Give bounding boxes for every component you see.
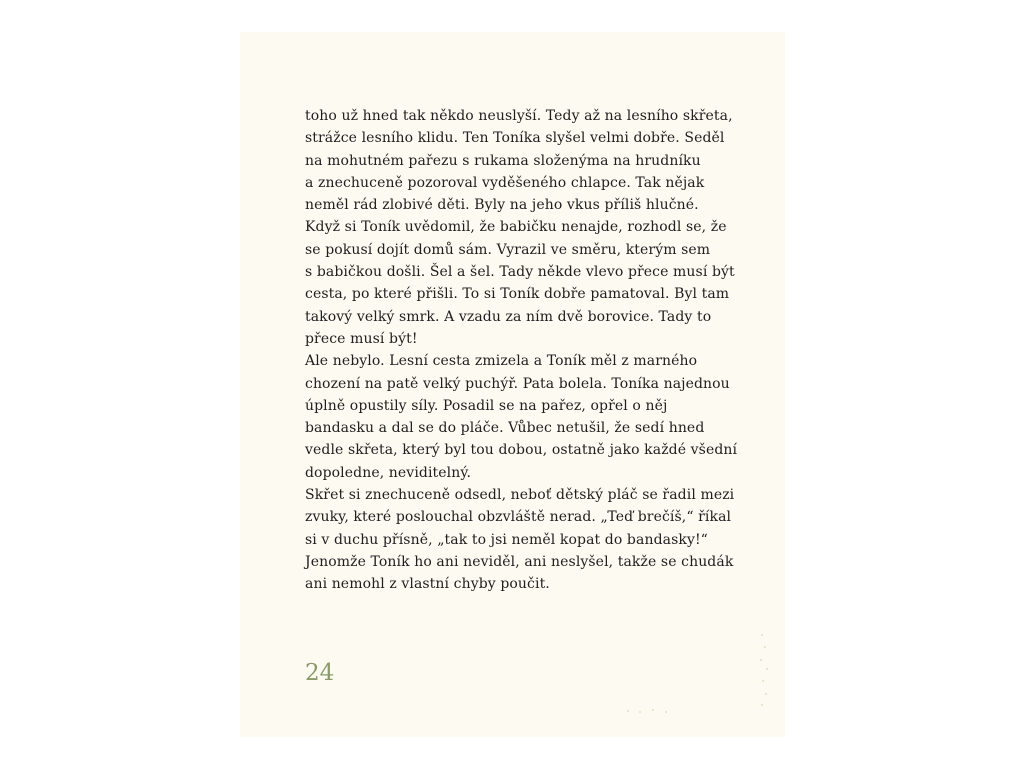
text-line: Když si Toník uvědomil, že babičku nenajde, rozhodl se, že xyxy=(305,219,727,236)
speck xyxy=(760,659,762,661)
text-line: si v duchu přísně, „tak to jsi neměl kopat do bandasky!“ xyxy=(305,531,708,548)
text-line: bandasku a dal se do pláče. Vůbec netušil, že sedí hned xyxy=(305,420,705,437)
speck xyxy=(761,704,763,706)
speck xyxy=(639,711,641,713)
paper-texture-specks-bottom xyxy=(625,708,675,714)
text-line: se pokusí dojít domů sám. Vyrazil ve směru, kterým sem xyxy=(305,241,711,258)
text-line: Ale nebylo. Lesní cesta zmizela a Toník měl z marného xyxy=(305,353,698,370)
speck xyxy=(627,710,629,712)
text-line: Jenomže Toník ho ani neviděl, ani neslyšel, takže se chudák xyxy=(305,553,734,570)
text-line: a znechuceně pozoroval vyděšeného chlapce. Tak nějak xyxy=(305,174,705,191)
speck xyxy=(765,693,767,695)
text-line: dopoledne, neviditelný. xyxy=(305,464,472,481)
text-line: na mohutném pařezu s rukama složenýma na hrudníku xyxy=(305,152,701,169)
text-line: cesta, po které přišli. To si Toník dobře pamatoval. Byl tam xyxy=(305,286,730,303)
speck xyxy=(762,680,764,682)
text-line: vedle skřeta, který byl tou dobou, ostatně jako každé všední xyxy=(305,442,738,459)
text-line: chození na patě velký puchýř. Pata bolela. Toníka najednou xyxy=(305,375,730,392)
page-number: 24 xyxy=(305,660,335,686)
text-line: zvuky, které poslouchal obzvláště nerad. „Teď brečíš,“ říkal xyxy=(305,509,732,526)
text-line: s babičkou došli. Šel a šel. Tady někde vlevo přece musí být xyxy=(305,264,735,281)
speck xyxy=(665,711,667,713)
body-text xyxy=(305,105,738,596)
speck xyxy=(652,709,654,711)
text-line: takový velký smrk. A vzadu za ním dvě borovice. Tady to xyxy=(305,308,712,325)
text-line: toho už hned tak někdo neuslyší. Tedy až na lesního skřeta, xyxy=(305,108,733,124)
text-line: neměl rád zlobivé děti. Byly na jeho vkus příliš hlučné. xyxy=(305,197,699,214)
text-line: ani nemohl z vlastní chyby poučit. xyxy=(305,576,550,593)
book-page xyxy=(240,32,785,737)
speck xyxy=(764,646,766,648)
text-line: přece musí být! xyxy=(305,330,418,347)
speck xyxy=(761,634,763,636)
speck xyxy=(766,668,768,670)
text-line: úplně opustily síly. Posadil se na pařez, opřel o něj xyxy=(305,397,668,414)
paper-texture-specks xyxy=(757,632,777,722)
text-line: strážce lesního klidu. Ten Toníka slyšel velmi dobře. Seděl xyxy=(305,130,725,147)
text-line: Skřet si znechuceně odsedl, neboť dětský pláč se řadil mezi xyxy=(305,487,735,504)
